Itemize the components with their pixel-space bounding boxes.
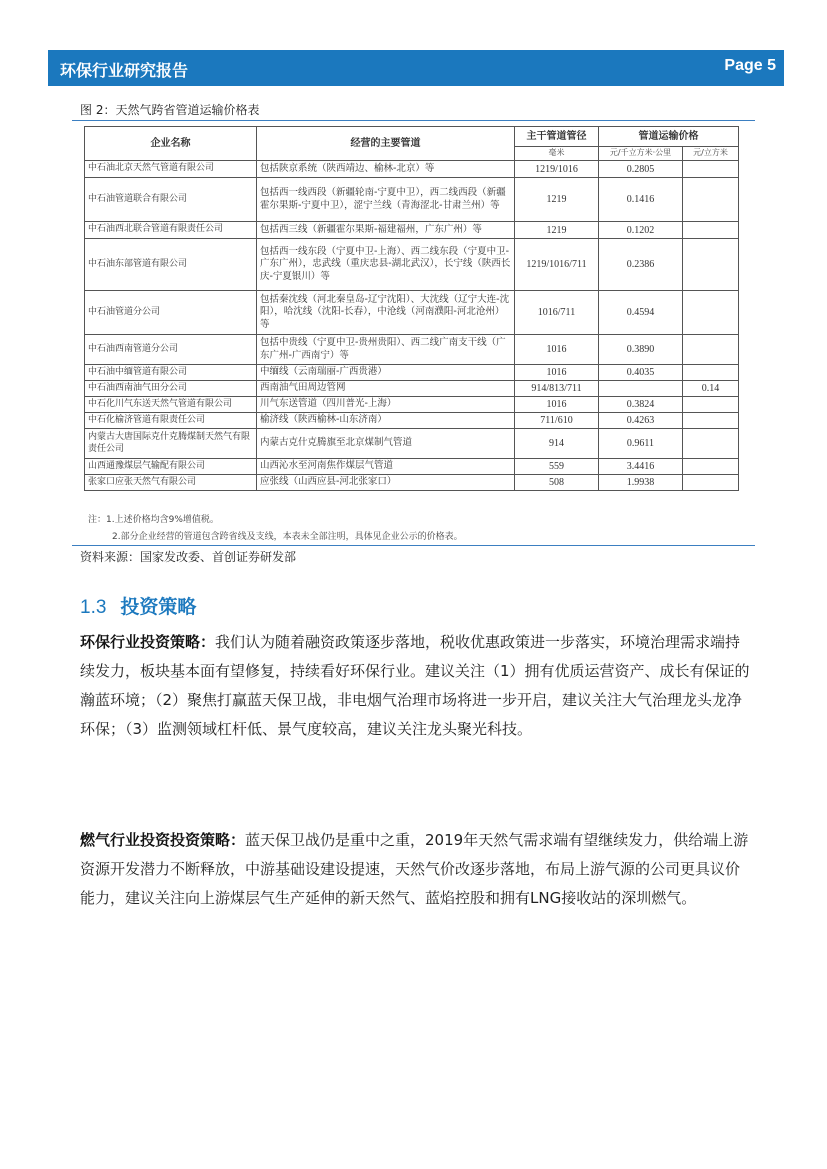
table-row [85,222,739,239]
cell-company: 中石油管道联合有限公司 [85,178,257,222]
table-row [85,475,739,491]
cell-diameter: 1219 [515,222,599,239]
cell-price-per-m3 [683,413,739,429]
cell-pipeline: 川气东送管道（四川普光-上海） [257,397,515,413]
cell-diameter: 1016 [515,365,599,381]
cell-price-per-km: 0.3824 [599,397,683,413]
table-row [85,178,739,222]
table-row [85,291,739,335]
cell-diameter: 1219/1016 [515,161,599,178]
cell-pipeline: 西南油气田周边管网 [257,381,515,397]
cell-price-per-m3 [683,475,739,491]
table-row [85,381,739,397]
report-title: 环保行业研究报告 [60,61,189,80]
cell-company: 中石油西北联合管道有限责任公司 [85,222,257,239]
cell-company: 张家口应张天然气有限公司 [85,475,257,491]
cell-price-per-km: 3.4416 [599,459,683,475]
data-source: 资料来源：国家发改委、首创证券研发部 [80,550,297,564]
section-heading [80,592,196,619]
unit-price-2: 元/立方米 [683,147,739,161]
table-row [85,459,739,475]
cell-price-per-km: 0.1416 [599,178,683,222]
section-number: 1.3 [80,597,107,618]
cell-diameter: 914/813/711 [515,381,599,397]
cell-price-per-m3 [683,365,739,381]
cell-diameter: 1016 [515,335,599,365]
cell-pipeline: 内蒙古克什克腾旗至北京煤制气管道 [257,429,515,459]
col-header-diameter: 主干管道管径 [515,127,599,147]
caption-divider [72,120,755,121]
cell-company: 中石油中缅管道有限公司 [85,365,257,381]
cell-price-per-m3 [683,222,739,239]
cell-pipeline: 包括秦沈线（河北秦皇岛-辽宁沈阳）、大沈线（辽宁大连-沈阳），哈沈线（沈阳-长春），中沧线（河南濮阳-河北沧州）等 [257,291,515,335]
cell-company: 中石化榆济管道有限责任公司 [85,413,257,429]
cell-company: 内蒙古大唐国际克什克腾煤制天然气有限责任公司 [85,429,257,459]
cell-company: 中石油西南管道分公司 [85,335,257,365]
paragraph-environmental [80,628,750,744]
cell-diameter: 559 [515,459,599,475]
figure-caption: 图 2：天然气跨省管道运输价格表 [80,103,260,117]
cell-diameter: 508 [515,475,599,491]
cell-price-per-km: 0.1202 [599,222,683,239]
paragraph-lead: 环保行业投资策略： [80,633,216,651]
cell-price-per-km: 0.4594 [599,291,683,335]
cell-pipeline: 包括西三线（新疆霍尔果斯-福建福州，广东广州）等 [257,222,515,239]
unit-diameter: 毫米 [515,147,599,161]
cell-price-per-km: 0.2386 [599,239,683,291]
cell-diameter: 1016/711 [515,291,599,335]
cell-company: 中石油西南油气田分公司 [85,381,257,397]
cell-pipeline: 包括陕京系统（陕西靖边、榆林-北京）等 [257,161,515,178]
cell-company: 中石油管道分公司 [85,291,257,335]
pipeline-price-table [84,126,739,491]
table-row [85,365,739,381]
cell-price-per-km: 0.4263 [599,413,683,429]
paragraph-lead: 燃气行业投资投资策略： [80,831,246,849]
cell-pipeline: 榆济线（陕西榆林-山东济南） [257,413,515,429]
cell-diameter: 1016 [515,397,599,413]
note-2: 2.部分企业经营的管道包含跨省线及支线，本表未全部注明，具体见企业公示的价格表。 [112,532,463,543]
cell-pipeline: 山西沁水至河南焦作煤层气管道 [257,459,515,475]
cell-price-per-m3 [683,161,739,178]
cell-price-per-m3 [683,459,739,475]
cell-price-per-m3 [683,239,739,291]
cell-price-per-m3 [683,291,739,335]
col-header-price: 管道运输价格 [599,127,739,147]
source-divider [72,545,755,546]
cell-company: 山西通豫煤层气输配有限公司 [85,459,257,475]
cell-company: 中石油东部管道有限公司 [85,239,257,291]
table-row [85,239,739,291]
cell-pipeline: 包括西一线东段（宁夏中卫-上海）、西二线东段（宁夏中卫-广东广州），忠武线（重庆忠县-湖北武汉），长宁线（陕西长庆-宁夏银川）等 [257,239,515,291]
cell-price-per-m3 [683,178,739,222]
table-row [85,429,739,459]
page-number: Page 5 [724,57,776,74]
cell-price-per-km: 1.9938 [599,475,683,491]
col-header-pipeline: 经营的主要管道 [257,127,515,161]
cell-company: 中石化川气东送天然气管道有限公司 [85,397,257,413]
cell-pipeline: 中缅线（云南瑞丽-广西贵港） [257,365,515,381]
cell-company: 中石油北京天然气管道有限公司 [85,161,257,178]
table-notes [88,512,463,546]
cell-diameter: 1219 [515,178,599,222]
paragraph-text: 我们认为随着融资政策逐步落地，税收优惠政策进一步落实，环境治理需求端持续发力，板块基本面有望修复，持续看好环保行业。建议关注（1）拥有优质运营资产、成长有保证的瀚蓝环境；（2）聚焦打赢蓝天保卫战，非电烟气治理市场将进一步开启，建议关注大气治理龙头龙净环保；（3）监测领域杠杆低、景气度较高，建议关注龙头聚光科技。 [80,633,750,738]
header-bar [48,50,784,86]
cell-price-per-m3: 0.14 [683,381,739,397]
cell-diameter: 914 [515,429,599,459]
cell-price-per-km: 0.9611 [599,429,683,459]
cell-price-per-km: 0.3890 [599,335,683,365]
table-row [85,161,739,178]
paragraph-text: 蓝天保卫战仍是重中之重，2019年天然气需求端有望继续发力，供给端上游资源开发潜力不断释放，中游基础设建设提速，天然气价改逐步落地，布局上游气源的公司更具议价能力，建议关注向上游煤层气生产延伸的新天然气、蓝焰控股和拥有LNG接收站的深圳燃气。 [80,831,749,907]
cell-pipeline: 应张线（山西应县-河北张家口） [257,475,515,491]
cell-price-per-km: 0.2805 [599,161,683,178]
cell-price-per-km: 0.4035 [599,365,683,381]
cell-price-per-m3 [683,335,739,365]
col-header-company: 企业名称 [85,127,257,161]
table-row [85,413,739,429]
cell-diameter: 711/610 [515,413,599,429]
cell-price-per-m3 [683,429,739,459]
paragraph-gas [80,826,750,913]
cell-diameter: 1219/1016/711 [515,239,599,291]
table-row [85,335,739,365]
cell-price-per-m3 [683,397,739,413]
section-title: 投资策略 [120,596,197,618]
unit-price-1: 元/千立方米·公里 [599,147,683,161]
cell-pipeline: 包括西一线西段（新疆轮南-宁夏中卫），西二线西段（新疆霍尔果斯-宁夏中卫），涩宁兰线（青海涩北-甘肃兰州）等 [257,178,515,222]
cell-price-per-km [599,381,683,397]
cell-pipeline: 包括中贵线（宁夏中卫-贵州贵阳）、西二线广南支干线（广东广州-广西南宁）等 [257,335,515,365]
table-row [85,397,739,413]
note-1: 注：1.上述价格均含9%增值税。 [88,515,219,525]
